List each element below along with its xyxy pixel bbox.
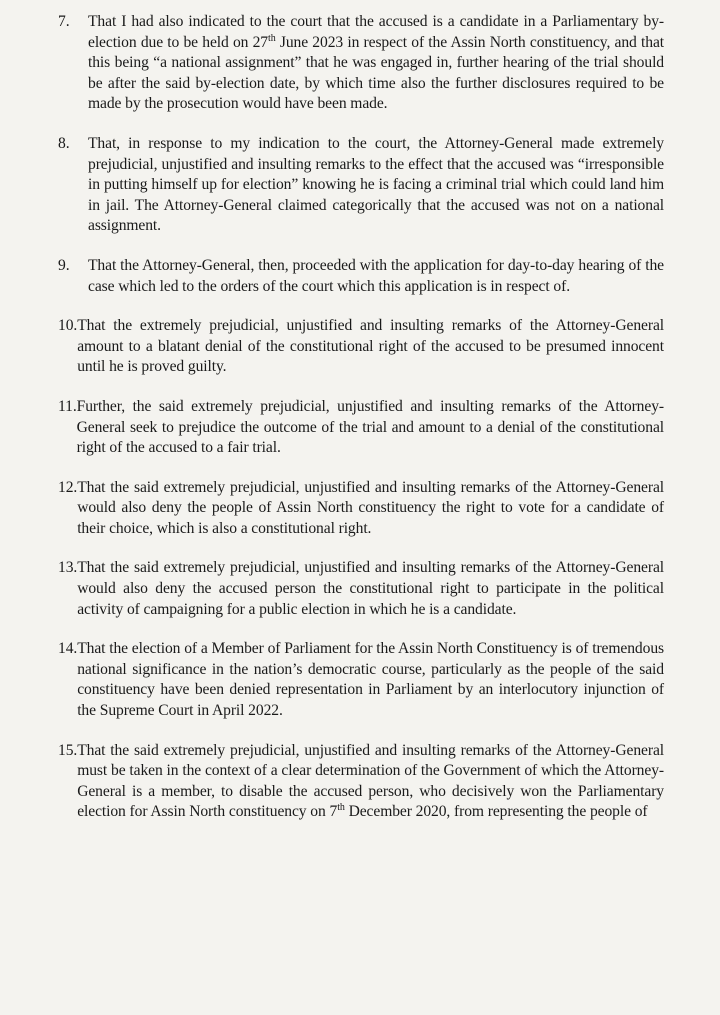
paragraph-number: 12. — [58, 478, 78, 496]
paragraph-5 — [58, 397, 664, 459]
paragraph-number: 15. — [58, 741, 78, 759]
paragraph-text — [88, 256, 664, 297]
paragraph-text-continued: June 2023 in respect of the Assin North constituency, and that this being “a national assignment” that he was engaged in, further hearing of the trial should be after the said by-election date, by which time also the further disclosures required to be made by the prosecution would have been made. — [88, 33, 664, 113]
paragraph-text-main: That the said extremely prejudicial, unjustified and insulting remarks of the Attorney-General would also deny the accused person the constitutional right to participate in the political activity of campaigning for a public election in which he is a candidate. — [77, 559, 664, 618]
paragraph-number: 11. — [58, 397, 77, 415]
paragraph-number: 7. — [58, 13, 70, 30]
paragraph-6 — [58, 478, 664, 540]
paragraph-4 — [58, 316, 664, 378]
paragraph-8 — [58, 639, 664, 721]
paragraph-text — [77, 478, 664, 540]
paragraph-1 — [58, 12, 664, 115]
paragraph-text — [77, 316, 664, 378]
paragraph-text-main: That the said extremely prejudicial, unjustified and insulting remarks of the Attorney-General must be taken in the context of a clear determination of the Government of which the Attorney-General is a member, to disable the accused person, who decisively won the Parliamentary election for Assin North constituency on 7 — [77, 741, 664, 821]
paragraph-text — [77, 639, 664, 721]
paragraph-text-main: That the extremely prejudicial, unjustified and insulting remarks of the Attorney-General amount to a blatant denial of the constitutional right of the accused to be presumed innocent until he is proved guilty. — [77, 317, 664, 376]
paragraph-text-main: That the Attorney-General, then, proceeded with the application for day-to-day hearing of the case which led to the orders of the court which this application is in respect of. — [88, 256, 664, 295]
paragraph-number: 9. — [58, 256, 70, 274]
ordinal-suffix: th — [337, 802, 345, 814]
paragraph-text — [77, 397, 664, 459]
paragraph-text-main: That, in response to my indication to the court, the Attorney-General made extremely prejudicial, unjustified and insulting remarks to the effect that the accused was “irresponsible in putting himself up for election” knowing he is facing a criminal trial which could land him in jail. The Attorney-General claimed categorically that the accused was not on a national assignment. — [88, 134, 664, 235]
paragraph-text-main: That I had also indicated to the court that the accused is a candidate in a Parliamentary by-election due to be held on 27 — [88, 13, 664, 51]
paragraph-number: 13. — [58, 559, 78, 577]
paragraph-2 — [58, 134, 664, 237]
paragraph-3 — [58, 256, 664, 297]
paragraph-text-continued: December 2020, from representing the people of — [344, 803, 648, 821]
paragraph-text-main: That the said extremely prejudicial, unjustified and insulting remarks of the Attorney-General would also deny the people of Assin North constituency the right to vote for a candidate of their choice, which is also a constitutional right. — [77, 478, 664, 537]
paragraph-number: 8. — [58, 134, 70, 152]
paragraph-9 — [58, 741, 664, 823]
ordinal-suffix: th — [268, 32, 276, 44]
paragraph-text — [77, 741, 664, 823]
paragraph-text-main: Further, the said extremely prejudicial, unjustified and insulting remarks of the Attorney-General seek to prejudice the outcome of the trial and amount to a denial of the constitutional right of the accused to a fair trial. — [76, 397, 664, 457]
paragraph-text — [77, 558, 664, 620]
paragraph-number: 10. — [58, 317, 78, 335]
paragraph-number: 14. — [58, 640, 78, 658]
paragraph-text — [88, 12, 664, 115]
paragraph-text — [88, 134, 664, 237]
paragraph-text-main: That the election of a Member of Parliament for the Assin North Constituency is of tremendous national significance in the nation’s democratic course, particularly as the people of the said constituency have been denied representation in Parliament by an interlocutory injunction of the Supreme Court in April 2022. — [77, 640, 664, 720]
paragraph-7 — [58, 558, 664, 620]
